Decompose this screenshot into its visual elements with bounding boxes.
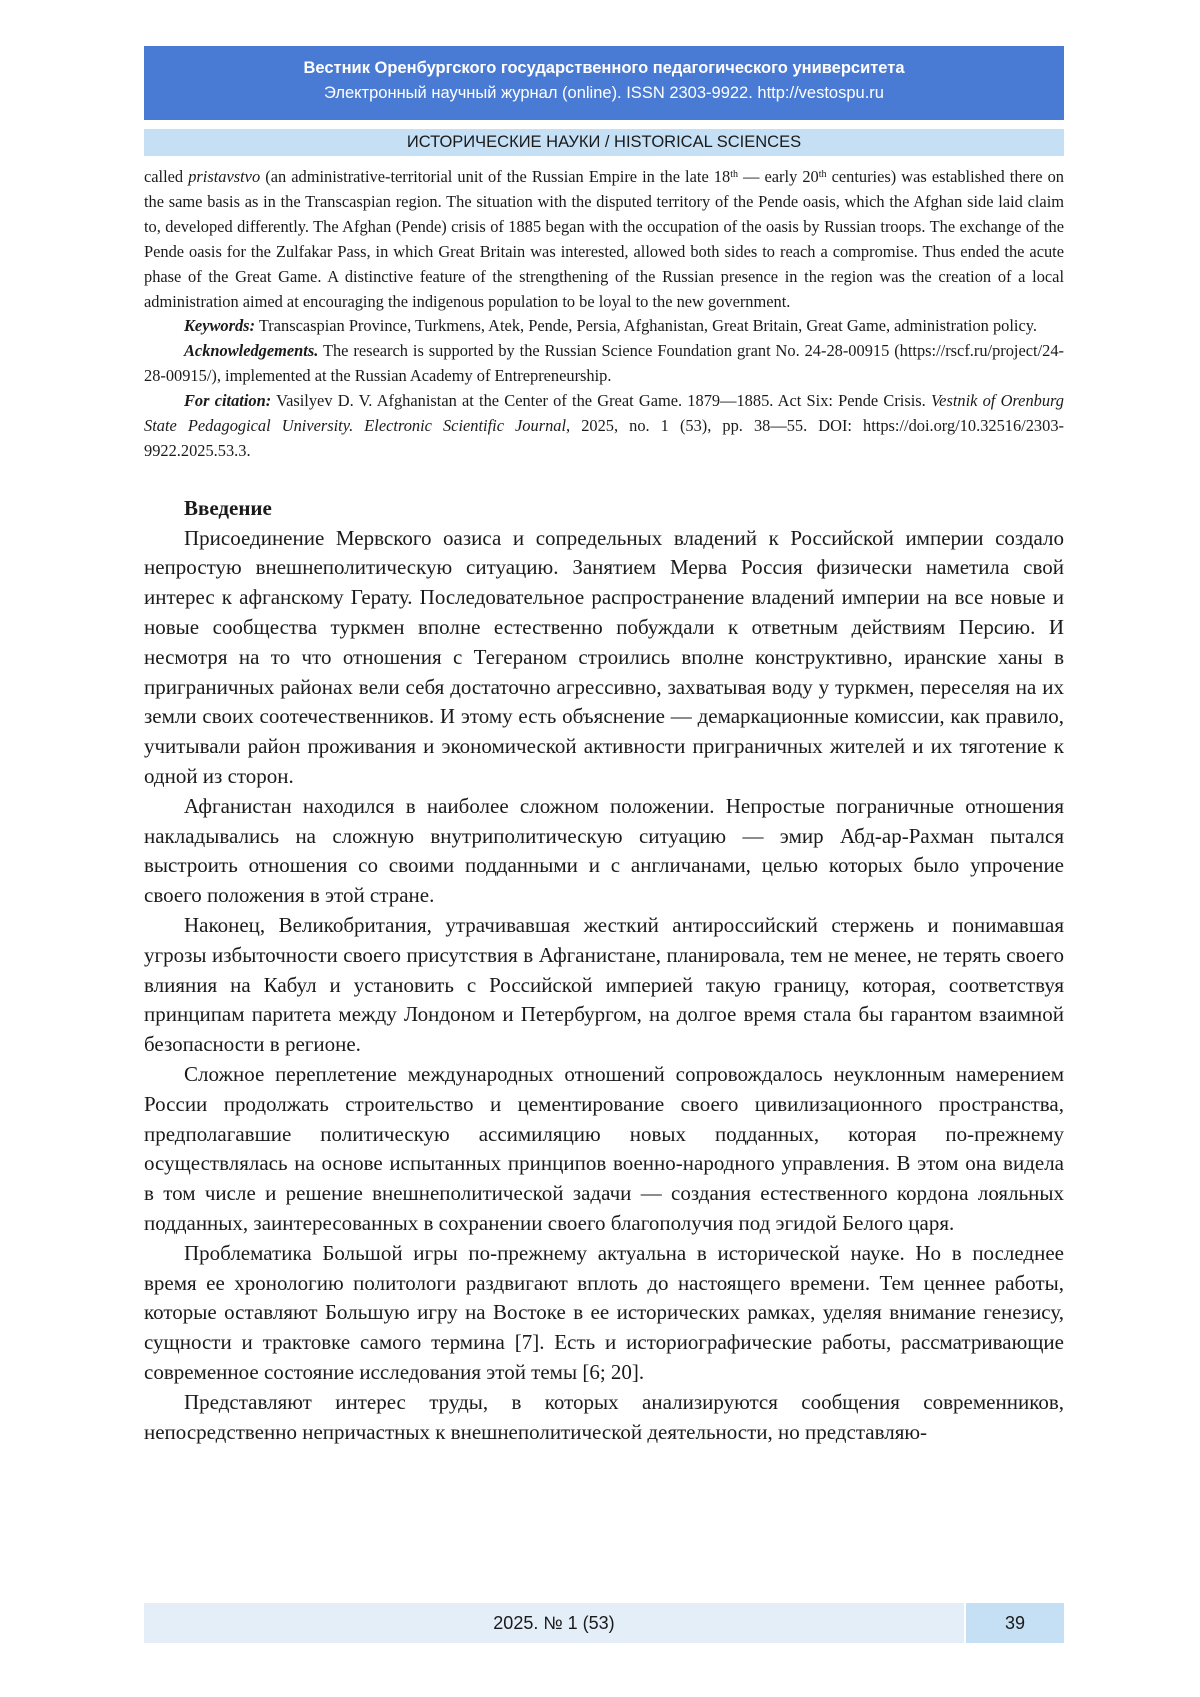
journal-header [144,46,1064,120]
body-paragraph: Представляют интерес труды, в которых анализируются сообщения современников, непосредственно непричастных к внешнеполитической деятельности, но представляю- [144,1389,1064,1444]
citation-journal: Vestnik of Orenburg State Pedagogical University. Electronic Scientific Journal [144,391,1065,436]
abstract-text: (an administrative-territorial unit of the Russian Empire in the late 18 [260,167,731,186]
page-content [144,165,1064,1447]
section-label: ИСТОРИЧЕСКИЕ НАУКИ / HISTORICAL SCIENCES [144,129,1064,156]
journal-subtitle: Электронный научный журнал (online). ISSN 2303-9922. http://vestospu.ru [324,84,884,102]
body-paragraph: Присоединение Мервского оазиса и сопредельных владений к Российской империи создало непростую внешнеполитическую ситуацию. Занятием Мерва Россия физически наметила свой интерес к афганскому Герату. Последовательное распространение владений империи на все новые и новые сообщества туркмен вполне естественно побуждали к ответным действиям Персию. И несмотря на то что отношения с Тегераном строились вполне конструктивно, иранские ханы в приграничных районах вели себя достаточно агрессивно, захватывая воду у туркмен, переселяя на их земли своих соотечественников. И этому есть объяснение — демаркационные комиссии, как правило, учитывали район проживания и экономической активности приграничных жителей и их тяготение к одной из сторон. [144,525,1064,789]
article-body [144,494,1064,1448]
abstract-text: called [144,167,189,186]
citation-text: Vasilyev D. V. Afghanistan at the Center of the Great Game. 1879—1885. Act Six: Pende Crisis. [271,391,931,411]
issue-label: 2025. № 1 (53) [144,1603,964,1643]
body-paragraph: Сложное переплетение международных отношений сопровождалось неуклонным намерением России продолжать строительство и цементирование своего цивилизационного пространства, предполагавшие политическую ассимиляцию новых подданных, которая по-прежнему осуществлялась на основе испытанных принципов военно-народного управления. В этом она видела в том числе и решение внешнеполитической задачи — создания естественного кордона лояльных подданных, заинтересованных в сохранении своего благополучия под эгидой Белого царя. [144,1062,1064,1235]
acknowledgements-label: Acknowledgements. [184,341,319,361]
body-paragraph: Афганистан находился в наиболее сложном положении. Непростые пограничные отношения накладывались на сложную внутриполитическую ситуацию — эмир Абд-ар-Рахман пытался выстроить отношения со своими подданными и с англичанами, целью которых было упрочение своего положения в этой стране. [144,793,1064,908]
citation [144,389,1064,464]
body-paragraph: Наконец, Великобритания, утрачивавшая жесткий антироссийский стержень и понимавшая угрозы избыточности своего присутствия в Афганистане, планировала, тем не менее, не терять своего влияния на Кабул и установить с Российской империей такую границу, которая, соответствуя принципам паритета между Лондоном и Петербургом, на долгое время стала бы гарантом взаимной безопасности в регионе. [144,913,1064,1057]
acknowledgements-text: The research is supported by the Russian Science Foundation grant No. 24-28-00915 (https://rscf.ru/project/24-28-00915/), implemented at the Russian Academy of Entrepreneurship. [144,341,1064,386]
abstract-paragraph [144,165,1064,314]
citation-text: , 2025, no. 1 (53), pp. 38—55. DOI: https://doi.org/10.32516/2303-9922.2025.53.3. [144,416,1064,460]
abstract-text: — early 20 [737,167,819,186]
journal-title: Вестник Оренбургского государственного педагогического университета [303,59,905,77]
section-heading: Введение [184,495,272,520]
body-paragraph: Проблематика Большой игры по-прежнему актуальна в исторической науке. Но в последнее время ее хронологию политологи раздвигают вплоть до настоящего времени. Тем ценнее работы, которые оставляют Большую игру на Востоке в ее исторических рамках, уделяя внимание генезису, сущности и трактовке самого термина [7]. Есть и историографические работы, рассматривающие современное состояние исследования этой темы [6; 20]. [144,1240,1064,1384]
acknowledgements [144,339,1064,389]
abstract-term: pristavstvo [188,167,261,186]
page-number: 39 [966,1603,1064,1643]
page-footer [144,1603,1064,1643]
abstract-text: centuries) was established there on the same basis as in the Transcaspian region. The situation with the disputed territory of the Pende oasis, which the Afghan side laid claim to, developed differently. The Afghan (Pende) crisis of 1885 began with the occupation of the oasis by Russian troops. The exchange of the Pende oasis for the Zulfakar Pass, in which Great Britain was interested, allowed both sides to reach a compromise. Thus ended the acute phase of the Great Game. A distinctive feature of the strengthening of the Russian presence in the region was the creation of a local administration aimed at encouraging the indigenous population to be loyal to the new government. [144,167,1064,311]
keywords-text: Transcaspian Province, Turkmens, Atek, Pende, Persia, Afghanistan, Great Britain, Great Game, administration policy. [255,316,1037,336]
superscript: th [730,169,738,180]
citation-label: For citation: [184,391,272,411]
keywords-label: Keywords: [184,316,256,336]
keywords [144,314,1064,339]
abstract [144,165,1064,464]
superscript: th [818,169,827,180]
